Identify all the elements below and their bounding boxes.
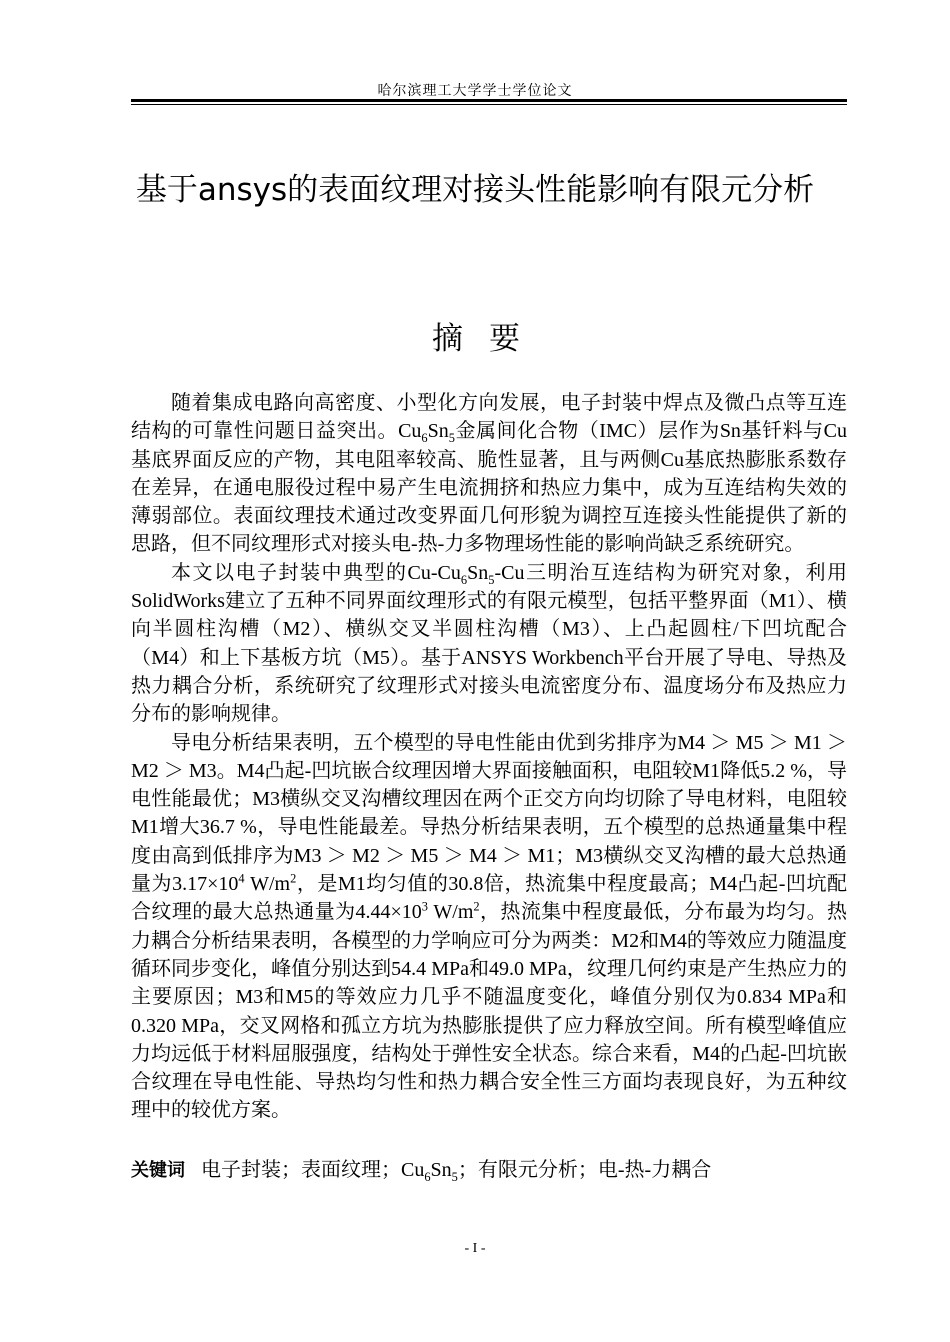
abstract-paragraph-3: 导电分析结果表明，五个模型的导电性能由优到劣排序为M4 ＞ M5 ＞ M1 ＞ M2 ＞ M3。M4凸起-凹坑嵌合纹理因增大界面接触面积，电阻较M1降低5.2 %，导电性能最优；M3横纵交叉沟槽纹理因在两个正交方向均切除了导电材料，电阻较M1增大36.7 %，导电性能最差。导热分析结果表明，五个模型的总热通量集中程度由高到低排序为M3 ＞ M2 ＞ M5 ＞ M4 ＞ M1；M3横纵交叉沟槽的最大总热通量为$3.17\times 10^4$ $W/m^2$，是M1均匀值的30.8倍，热流集中程度最高；M4凸起-凹坑配合纹理的最大总热通量为$4.44\times 10^3$ $W/m^2$，热流集中程度最低，分布最为均匀。热力耦合分析结果表明，各模型的力学响应可分为两类：M2和M4的等效应力随温度循环同步变化，峰值分别达到54.4 MPa和49.0 MPa，纹理几何约束是产生热应力的主要原因；M3和M5的等效应力几乎不随温度变化，峰值分别仅为0.834 MPa和0.320 MPa，交叉网格和孤立方坑为热膨胀提供了应力释放空间。所有模型峰值应力均远低于材料屈服强度，结构处于弹性安全状态。综合来看，M4的凸起-凹坑嵌合纹理在导电性能、导热均匀性和热力耦合安全性三方面均表现良好，为五种纹理中的较优方案。	[131, 731, 847, 1122]
thesis-title: 基于ansys的表面纹理对接头性能影响有限元分析	[135, 172, 815, 208]
running-header: 哈尔滨理工大学学士学位论文	[377, 84, 573, 99]
keywords-label: 关键词	[131, 1160, 185, 1181]
abstract-paragraph-1: 随着集成电路向高密度、小型化方向发展，电子封装中焊点及微凸点等互连结构的可靠性问题日益突出。$Cu_6Sn_5$金属间化合物（IMC）层作为Sn基钎料与Cu基底界面反应的产物，其电阻率较高、脆性显著，且与两侧Cu基底热膨胀系数存在差异，在通电服役过程中易产生电流拥挤和热应力集中，成为互连结构失效的薄弱部位。表面纹理技术通过改变界面几何形貌为调控互连接头性能提供了新的思路，但不同纹理形式对接头电-热-力多物理场性能的影响尚缺乏系统研究。	[131, 392, 847, 556]
abstract-heading: 摘要	[432, 321, 546, 357]
header-rule-thick	[131, 99, 847, 102]
keywords-list: 电子封装；表面纹理；$Cu_6Sn_5$；有限元分析；电-热-力耦合	[201, 1159, 712, 1184]
page-number: - I -	[464, 1241, 486, 1256]
abstract-body	[131, 389, 847, 1125]
abstract-paragraph-2: 本文以电子封装中典型的$Cu-Cu_6Sn_5-Cu$三明治互连结构为研究对象，利用SolidWorks建立了五种不同界面纹理形式的有限元模型，包括平整界面（M1）、横向半圆柱沟槽（M2）、横纵交叉半圆柱沟槽（M3）、上凸起圆柱/下凹坑配合（M4）和上下基板方坑（M5）。基于ANSYS Workbench平台开展了导电、导热及热力耦合分析，系统研究了纹理形式对接头电流密度分布、温度场分布及热应力分布的影响规律。	[131, 561, 848, 726]
header-rule-thin	[131, 104, 847, 105]
keywords-line	[131, 1156, 847, 1185]
